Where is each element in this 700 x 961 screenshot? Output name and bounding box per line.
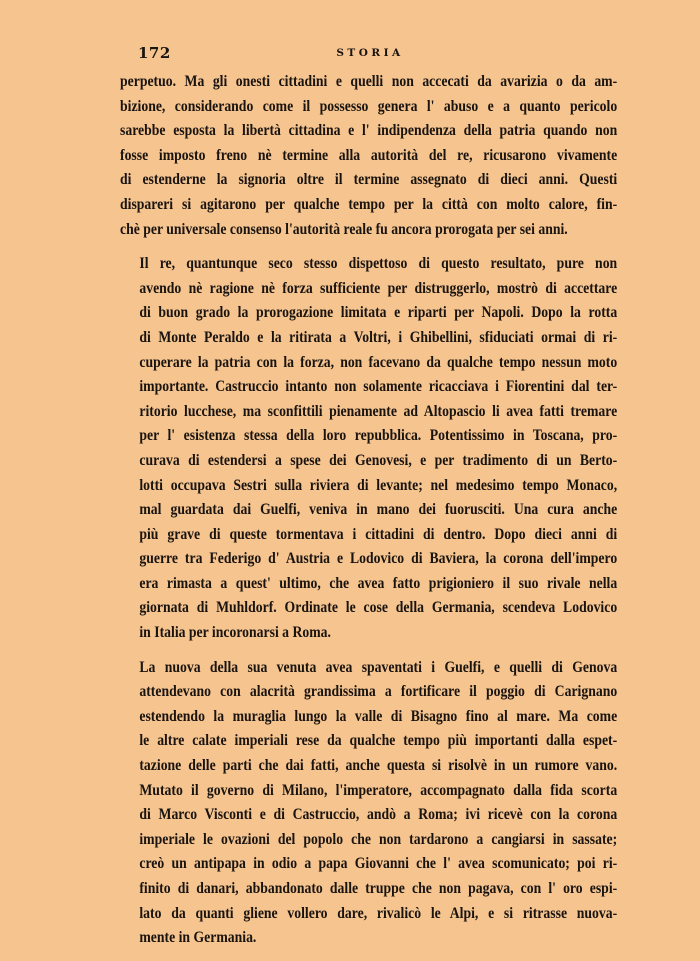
paragraph — [120, 70, 617, 242]
text-line: le altre calate imperiali rese da qualche tempo più importanti dalla espet- — [139, 732, 618, 750]
text-line: perpetuo. Ma gli onesti cittadini e quelli non accecati da avarizia o da am- — [120, 73, 618, 90]
text-line: dispareri si agitarono per qualche tempo per la città con molto calore, fin- — [120, 195, 618, 213]
text-line: di Marco Visconti e di Castruccio, andò a Roma; ivi ricevè con la corona — [139, 806, 618, 824]
text-line: guerre tra Federigo d' Austria e Lodovico di Baviera, la corona dell'impero — [139, 550, 618, 568]
text-line: imperiale le ovazioni del popolo che non tardarono a cangiarsi in sassate; — [139, 830, 618, 848]
text-line: lato da quanti gliene vollero dare, rivalicò le Alpi, e si ritrasse nuova- — [139, 904, 618, 922]
text-line: era rimasta a quest' ultimo, che avea fatto prigioniero il suo rivale nella — [139, 574, 618, 592]
text-line: in Italia per incoronarsi a Roma. — [139, 624, 331, 642]
text-line: giornata di Muhldorf. Ordinate le cose della Germania, scendeva Lodovico — [139, 599, 618, 617]
text-line: Il re, quantunque seco stesso dispettoso di questo resultato, pure non — [139, 255, 618, 273]
paragraph — [120, 656, 617, 951]
running-head: STORIA — [336, 47, 404, 59]
text-line: lotti occupava Sestri sulla riviera di levante; nel medesimo tempo Monaco, — [139, 476, 618, 494]
text-line: per l' esistenza stessa della loro repubblica. Potentissimo in Toscana, pro- — [139, 427, 618, 445]
text-line: più grave di queste tormentava i cittadini di dentro. Dopo dieci anni di — [139, 525, 618, 543]
text-line: mente in Germania. — [139, 929, 257, 947]
text-line: curava di estendersi a spese dei Genovesi, e per tradimento di un Berto- — [139, 451, 618, 469]
text-line: di Monte Peraldo e la ritirata a Voltri, i Ghibellini, sfiduciati ormai di ri- — [139, 328, 618, 346]
text-line: sarebbe esposta la libertà cittadina e l' indipendenza della patria quando non — [120, 122, 618, 140]
text-line: La nuova della sua venuta avea spaventati i Guelfi, e quelli di Genova — [139, 658, 618, 676]
text-line: ritorio lucchese, ma sconfittili pienamente ad Altopascio li avea fatti tremare — [139, 402, 618, 420]
text-line: mal guardata dai Guelfi, veniva in mano dei fuorusciti. Una cura anche — [139, 501, 618, 519]
page-number: 172 — [138, 44, 171, 62]
text-line: tazione delle parti che dai fatti, anche questa si risolvè in un rumore vano. — [139, 757, 618, 775]
paragraph — [120, 252, 617, 646]
body-text — [120, 70, 617, 961]
text-line: attendevano con alacrità grandissima a fortificare il poggio di Carignano — [139, 683, 618, 701]
page-header — [120, 44, 620, 64]
text-line: finito di danari, abbandonato dalle truppe che non pagava, con l' oro espi- — [139, 880, 618, 897]
text-line: di estenderne la signoria oltre il termine assegnato di dieci anni. Questi — [120, 171, 618, 189]
text-line: chè per universale consenso l'autorità reale fu ancora prorogata per sei anni. — [120, 220, 568, 238]
text-line: bizione, considerando come il possesso genera l' abuso e a quanto pericolo — [120, 97, 618, 115]
text-line: estendendo la muraglia lungo la valle di Bisagno fino al mare. Ma come — [139, 707, 618, 725]
text-line: creò un antipapa in odio a papa Giovanni che l' avea scomunicato; poi ri- — [139, 855, 618, 873]
text-line: fosse imposto freno nè termine alla autorità del re, ricusarono vivamente — [120, 146, 618, 164]
text-line: Mutato il governo di Milano, l'imperatore, accompagnato dalla fida scorta — [139, 781, 618, 799]
text-line: di buon grado la prorogazione limitata e riparti per Napoli. Dopo la rotta — [139, 304, 618, 322]
text-line: importante. Castruccio intanto non solamente ricacciava i Fiorentini dal ter- — [139, 378, 618, 396]
text-line: cuperare la patria con la forza, non facevano da qualche tempo nessun moto — [139, 353, 618, 371]
text-line: avendo nè ragione nè forza sufficiente per distruggerlo, mostrò di accettare — [139, 279, 618, 297]
